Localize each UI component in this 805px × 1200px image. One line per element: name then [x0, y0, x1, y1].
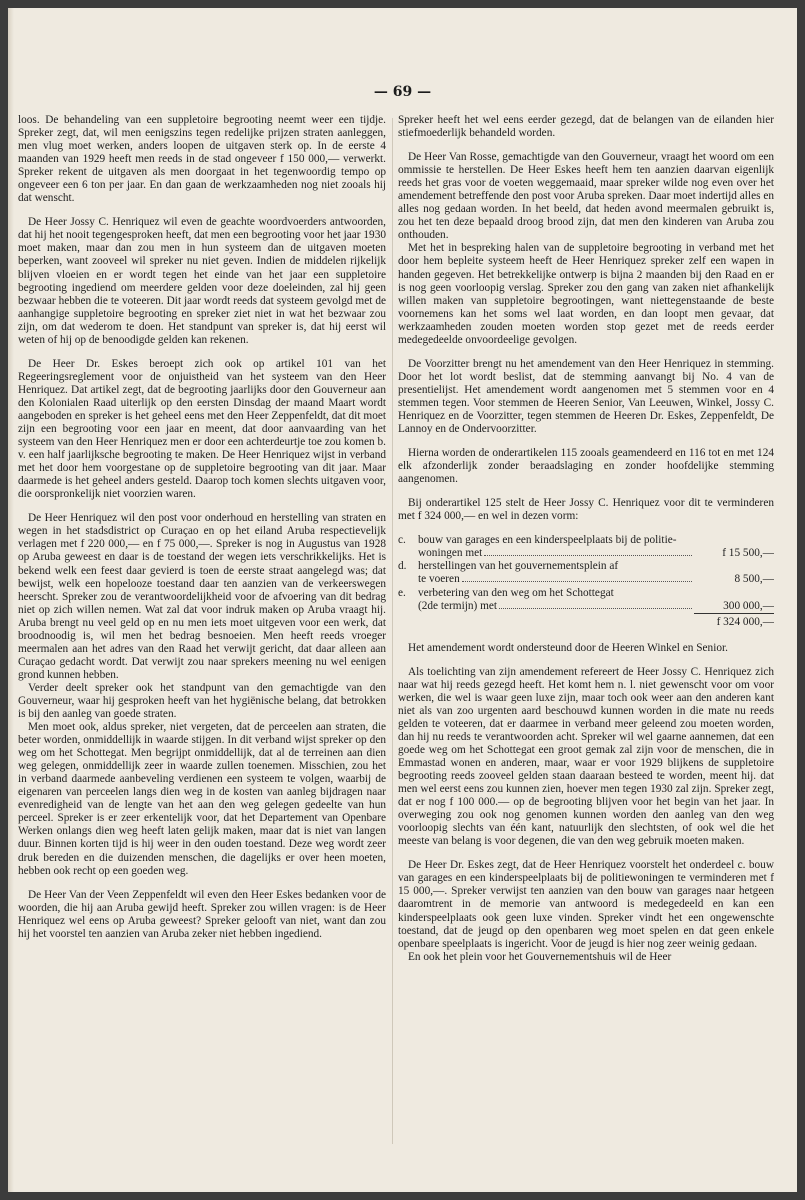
- paragraph: De Heer Henriquez wil den post voor onderhoud en herstelling van straten en wegen in het stadsdistrict op Curaçao en op het eiland Aruba respectievelijk verlagen met f 220 000,— en f 75 000,—. Spreker is nog in Augustus van 1928 op Aruba geweest en daar is de toestand der wegen iets verschrikkelijks. Het is bekend welk een feest daar gevierd is toen de eerste straat aangelegd was; dat bewijst, welk een hopelooze toestand daar ten aanzien van de verkeerswegen heerscht. Spreker zou de verantwoordelijkheid voor de afvoering van dit bedrag niet op zich willen nemen. Wat zal dat voor indruk maken op Aruba vraagt hij. Aruba brengt nu veel geld op en nu men iets moet uitgeven voor een werk, dat broodnoodig is, wil men het bedrag besnoeien. Men heeft reeds vroeger meermalen aan het adres van den Raad het verwijt gericht, dat daar alleen aan Curaçao gedacht wordt. Dat verwijt zou naar sprekers meening nu wel eenigen grond kunnen hebben.: [18, 512, 386, 681]
- item-text: bouw van garages en een kinderspeelplaats bij de politie-: [418, 534, 677, 547]
- paragraph: De Heer Van der Veen Zeppenfeldt wil even den Heer Eskes bedanken voor de woorden, die hij aan Aruba gewijd heeft. Spreker zou willen vragen: is de Heer Henriquez wel eens op Aruba geweest? Spreker gelooft van niet, want dan zou hij het voorstel ten aanzien van Aruba zeker niet hebben ingediend.: [18, 888, 386, 940]
- amendment-items-table: [398, 534, 774, 613]
- paragraph: De Voorzitter brengt nu het amendement van den Heer Henriquez in stemming. Door het lot wordt beslist, dat de stemming aanvangt bij No. 4 van de presentielijst. Het amendement wordt aangenomen met 5 stemmen voor en 4 stemmen tegen. Voor stemmen de Heeren Senior, Van Leeuwen, Winkel, Jossy C. Henriquez en de Voorzitter, tegen stemmen de Heeren Dr. Eskes, Zeppenfeldt, De Lannoy en de Ondervoorzitter.: [398, 357, 774, 436]
- paragraph: Men moet ook, aldus spreker, niet vergeten, dat de perceelen aan straten, die beter worden, onmiddellijk in waarde stijgen. In dit verband wijst spreker op den weg om het Schottegat. Men begrijpt onmiddellijk, dat al de terreinen aan dien weg gelegen, onmiddellijk zeer in waarde zullen toenemen. Misschien, zou het in verband daarmede aanbeveling verdienen een systeem te volgen, waarbij de eigenaren van perceelen langs dien weg in de kosten van aanleg bijdragen naar evenredigheid van de lengte van het aan den weg gelegen gedeelte van hun perceel. Spreker is er zeer erkentelijk voor, dat het Departement van Openbare Werken onlangs dien weg heeft laten gelijk maken, maar dat is niet van langen duur. Binnen korten tijd is hij weer in den ouden toestand. Deze weg wordt zeer druk bereden en die duizenden menschen, die dagelijks er over heen moeten, hebben ook recht op een goeden weg.: [18, 721, 386, 877]
- item-text: woningen met: [418, 547, 483, 560]
- item-row: [398, 600, 774, 613]
- item-row: [398, 534, 774, 547]
- page-number: — 69 —: [373, 84, 432, 100]
- document-page: [8, 8, 797, 1192]
- paragraph: Met het in bespreking halen van de suppletoire begrooting in verband met het door hem bepleite systeem heeft de Heer Henriquez spreker zelf een wapen in handen gegeven. Het betrekkelijke ontwerp is bijna 2 maanden bij den Raad en er is nog geen voorloopig verslag. Spreker zou den gang van zaken niet afhankelijk willen maken van suppletoire begrootingen, want niettegenstaande de beste voornemens kan het soms wel laat worden, en dan loopt men gevaar, dat werkzaamheden zouden moeten worden stop gezet met de reeds eerder medegedeelde onvoordeelige gevolgen.: [398, 242, 774, 346]
- total-amount: f 324 000,—: [716, 615, 774, 628]
- paragraph: Verder deelt spreker ook het standpunt van den gemachtigde van den Gouverneur, waar hij gesproken heeft van het hygiënische belang, dat betrokken is bij den aanleg van goede straten.: [18, 681, 386, 721]
- item-text: te voeren: [418, 573, 460, 586]
- item-row: [398, 573, 774, 586]
- item-amount: 8 500,—: [734, 573, 774, 586]
- item-text: verbetering van den weg om het Schottegat: [418, 586, 614, 599]
- left-column: [18, 114, 386, 1148]
- paragraph: Het amendement wordt ondersteund door de Heeren Winkel en Senior.: [408, 641, 728, 654]
- paragraph: De Heer Jossy C. Henriquez wil even de geachte woordvoerders antwoorden, dat hij het nooit tegengesproken heeft, dat men een begrooting voor het jaar 1930 moet maken, maar dan zou men in hun systeem dan de uitgaven moeten beperken, want zooveel wil spreker nu niet geven. Indien de middelen rijkelijk blijven vloeien en er wordt tegen het einde van het jaar een suppletoire begrooting ingediend om meerdere gelden voor deze doeleinden, zal hij geen bezwaar hebben die te voteeren. Dit jaar wordt reeds dat systeem gevolgd met de aanhangige suppletoire begrooting en spreker ziet niet in wat het bezwaar zou zijn, om dat wederom te doen. Het standpunt van spreker is, dat hij eerst wil weten of hij op de benoodigde gelden kan rekenen.: [18, 216, 386, 346]
- sum-rule: [694, 613, 774, 614]
- item-label: e.: [398, 586, 406, 599]
- item-row: [398, 547, 774, 560]
- item-amount: f 15 500,—: [722, 547, 774, 560]
- paragraph: Als toelichting van zijn amendement refereert de Heer Jossy C. Henriquez zich naar wat hij reeds gezegd heeft. Het komt hem n. l. niet gewenscht voor om voor werken, die wel is waar geen luxe zijn, maar toch ook weer aan den anderen kant niet als van zoo urgenten aard beschouwd kunnen worden in die mate nu reeds gelden te voteeren, dat er daarmee in verband meer geleend zou moeten worden, dan hij nu reeds te verantwoorden acht. Spreker wil wel gaarne aannemen, dat een goede weg om het Schottegat een groot gemak zal zijn voor de menschen, die in Emmastad wonen en anderen, maar, waar er voor 1929 blijkens de suppletoire begrooting reeds zooveel gelden staan daaraan besteed te worden, meent hij. dat men wel eerst eens zou kunnen zien, hoever men tegen 1930 zal zijn. Spreker zegt, dat er nog f 100 000.— op de begrooting blijven voor het begin van het jaar. In overweging zou ook nog genomen kunnen worden den aanleg van den weg voorloopig slechts van één kant, natuurlijk den slechtsten, of ook wel die het meeste van belang is voor degenen, die van den weg gebruik moeten maken.: [398, 665, 774, 848]
- paragraph: Hierna worden de onderartikelen 115 zooals geamendeerd en 116 tot en met 124 elk afzonderlijk zonder beraadslaging en zonder hoofdelijke stemming aangenomen.: [398, 447, 774, 486]
- scan-shadow: [8, 8, 14, 1192]
- right-column: [398, 114, 774, 1148]
- paragraph: Spreker heeft het wel eens eerder gezegd, dat de belangen van de eilanden hier stiefmoederlijk behandeld worden.: [398, 114, 774, 140]
- item-label: d.: [398, 560, 407, 573]
- item-amount: 300 000,—: [723, 599, 774, 612]
- paragraph: En ook het plein voor het Gouvernementshuis wil de Heer: [408, 950, 672, 963]
- item-row: [398, 560, 774, 573]
- paragraph: loos. De behandeling van een suppletoire begrooting neemt weer een tijdje. Spreker zegt, dat, wil men eenigszins tegen redelijke prijzen straten aanleggen, men vlug moet werken, anders loopen de uitgaven sterk op. In de eerste 4 maanden van 1929 heeft men reeds in de stad ongeveer f 150 000,— verwerkt. Spreker rekent de uitgaven als men doorgaat in het tegenwoordig tempo op ongeveer een 6 ton per jaar. En dan gaan de werkzaamheden nog niet zooals hij dat wenscht.: [18, 114, 386, 205]
- item-text: herstellingen van het gouvernementsplein af: [418, 560, 619, 573]
- item-row: [398, 587, 774, 600]
- item-label: c.: [398, 534, 406, 547]
- paragraph: De Heer Van Rosse, gemachtigde van den Gouverneur, vraagt het woord om een ommissie te herstellen. De Heer Eskes heeft hem ten aanzien daarvan eigenlijk reeds het gras voor de voeten weggemaaid, maar spreker wilde nog even over het amendement betreffende den post voor Aruba spreken. Daar moet indertijd alles en alles nog gedaan worden. In het beeld, dat heden avond meermalen gebruikt is, zou het ten deze bepaald droog brood zijn, dat men den kinderen van Aruba zou onthouden.: [398, 151, 774, 242]
- paragraph: Bij onderartikel 125 stelt de Heer Jossy C. Henriquez voor dit te verminderen met f 324 000,— en wel in dezen vorm:: [398, 497, 774, 523]
- item-text: (2de termijn) met: [418, 599, 498, 612]
- paragraph: De Heer Dr. Eskes beroept zich ook op artikel 101 van het Regeeringsreglement voor de onjuistheid van het systeem van den Heer Henriquez. Dat artikel zegt, dat de begrooting jaarlijks door den Gouverneur aan den Kolonialen Raad uiterlijk op den eersten Dinsdag der maand Maart wordt aangeboden en spreker is het geheel eens met den Heer Zeppenfeldt, dat dit moet zijn een begrooting voor een jaar en meent, dat door aanvaarding van het systeem van den Heer Henriquez men er door een achterdeurtje toe zou komen b. v. een half jaarlijksche begrooting te maken. De Heer Henriquez wijst in verband met het door hem voorgestane op de suppletoire begrooting van dit jaar. Maar daarmede is het geheel anders gesteld. Daarop toch komen slechts uitgaven voor, die oorspronkelijk niet voorzien waren.: [18, 357, 386, 501]
- paragraph: De Heer Dr. Eskes zegt, dat de Heer Henriquez voorstelt het onderdeel c. bouw van garages en een kinderspeelplaats bij de politiewoningen te verminderen met f 15 000,—. Spreker verwijst ten aanzien van den bouw van garages naar hetgeen daaromtrent in de memorie van antwoord is medegedeeld en kan een kinderspeelplaats ook geen luxe vinden. Spreker vindt het een ongewenschte toestand, dat de jeugd op den openbaren weg moet spelen en dat geen enkele openbare speelplaats is ingericht. Voor de jeugd is hier nog zeer weinig gedaan.: [398, 859, 774, 950]
- column-divider: [392, 118, 393, 1144]
